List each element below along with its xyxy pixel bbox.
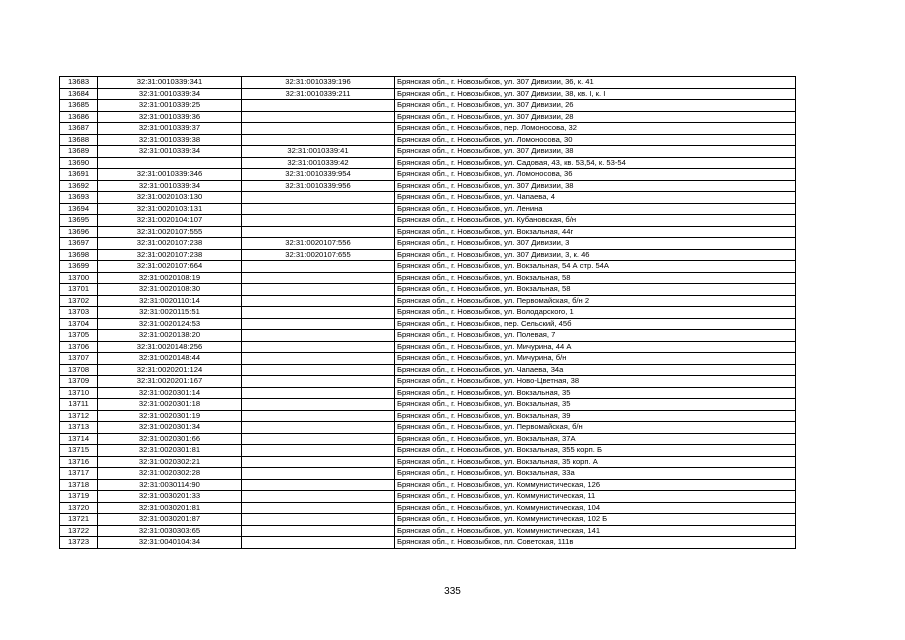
row-number-cell: 13721 <box>60 514 98 526</box>
row-number-cell: 13701 <box>60 284 98 296</box>
address-cell: Брянская обл., г. Новозыбков, ул. Вокзальная, 58 <box>395 284 796 296</box>
cadastral-number-cell: 32:31:0020110:14 <box>98 295 242 307</box>
cadastral-number-cell: 32:31:0030201:81 <box>98 502 242 514</box>
related-cadastral-number-cell <box>242 341 395 353</box>
table-row <box>60 146 796 158</box>
related-cadastral-number-cell <box>242 123 395 135</box>
cadastral-number-cell: 32:31:0030114:90 <box>98 479 242 491</box>
cadastral-number-cell: 32:31:0020148:44 <box>98 353 242 365</box>
address-cell: Брянская обл., г. Новозыбков, ул. Вокзальная, 54 А стр. 54А <box>395 261 796 273</box>
address-cell: Брянская обл., г. Новозыбков, ул. 307 Дивизии, 38 <box>395 180 796 192</box>
cadastral-number-cell: 32:31:0010339:34 <box>98 180 242 192</box>
cadastral-number-cell: 32:31:0020107:238 <box>98 249 242 261</box>
address-cell: Брянская обл., г. Новозыбков, ул. 307 Дивизии, 3 <box>395 238 796 250</box>
table-row <box>60 203 796 215</box>
row-number-cell: 13692 <box>60 180 98 192</box>
row-number-cell: 13684 <box>60 88 98 100</box>
address-cell: Брянская обл., г. Новозыбков, ул. 307 Дивизии, 36, к. 41 <box>395 77 796 89</box>
address-cell: Брянская обл., г. Новозыбков, ул. Первомайская, б/н <box>395 422 796 434</box>
row-number-cell: 13715 <box>60 445 98 457</box>
table-row <box>60 525 796 537</box>
table-row <box>60 238 796 250</box>
related-cadastral-number-cell: 32:31:0010339:954 <box>242 169 395 181</box>
address-cell: Брянская обл., г. Новозыбков, ул. Коммунистическая, 104 <box>395 502 796 514</box>
cadastral-number-cell: 32:31:0020201:124 <box>98 364 242 376</box>
table-row <box>60 353 796 365</box>
related-cadastral-number-cell <box>242 272 395 284</box>
cadastral-number-cell: 32:31:0010339:346 <box>98 169 242 181</box>
table-row <box>60 514 796 526</box>
cadastral-number-cell: 32:31:0040104:34 <box>98 537 242 549</box>
related-cadastral-number-cell <box>242 192 395 204</box>
cadastral-number-cell: 32:31:0010339:38 <box>98 134 242 146</box>
related-cadastral-number-cell <box>242 215 395 227</box>
row-number-cell: 13706 <box>60 341 98 353</box>
related-cadastral-number-cell <box>242 387 395 399</box>
related-cadastral-number-cell: 32:31:0010339:211 <box>242 88 395 100</box>
related-cadastral-number-cell <box>242 422 395 434</box>
cadastral-number-cell: 32:31:0010339:34 <box>98 146 242 158</box>
cadastral-number-cell: 32:31:0020301:34 <box>98 422 242 434</box>
related-cadastral-number-cell <box>242 410 395 422</box>
row-number-cell: 13709 <box>60 376 98 388</box>
cadastral-number-cell: 32:31:0030201:87 <box>98 514 242 526</box>
cadastral-number-cell: 32:31:0020301:19 <box>98 410 242 422</box>
cadastral-number-cell: 32:31:0020124:53 <box>98 318 242 330</box>
cadastral-number-cell: 32:31:0020107:238 <box>98 238 242 250</box>
address-cell: Брянская обл., г. Новозыбков, ул. Ломоносова, 36 <box>395 169 796 181</box>
row-number-cell: 13694 <box>60 203 98 215</box>
cadastral-number-cell: 32:31:0020301:14 <box>98 387 242 399</box>
table-row <box>60 169 796 181</box>
row-number-cell: 13699 <box>60 261 98 273</box>
related-cadastral-number-cell: 32:31:0020107:655 <box>242 249 395 261</box>
registry-table <box>59 76 796 549</box>
row-number-cell: 13703 <box>60 307 98 319</box>
table-row <box>60 157 796 169</box>
related-cadastral-number-cell <box>242 330 395 342</box>
related-cadastral-number-cell <box>242 284 395 296</box>
related-cadastral-number-cell <box>242 537 395 549</box>
cadastral-number-cell: 32:31:0020148:256 <box>98 341 242 353</box>
address-cell: Брянская обл., г. Новозыбков, ул. Вокзальная, 35 <box>395 399 796 411</box>
table-row <box>60 433 796 445</box>
table-row <box>60 422 796 434</box>
cadastral-number-cell: 32:31:0010339:25 <box>98 100 242 112</box>
cadastral-number-cell: 32:31:0020201:167 <box>98 376 242 388</box>
address-cell: Брянская обл., г. Новозыбков, ул. Коммунистическая, 11 <box>395 491 796 503</box>
page-number: 335 <box>444 586 461 597</box>
related-cadastral-number-cell <box>242 479 395 491</box>
row-number-cell: 13722 <box>60 525 98 537</box>
table-row <box>60 284 796 296</box>
address-cell: Брянская обл., г. Новозыбков, пер. Сельский, 45б <box>395 318 796 330</box>
row-number-cell: 13719 <box>60 491 98 503</box>
related-cadastral-number-cell <box>242 433 395 445</box>
table-row <box>60 111 796 123</box>
table-row <box>60 318 796 330</box>
row-number-cell: 13713 <box>60 422 98 434</box>
table-row <box>60 479 796 491</box>
row-number-cell: 13718 <box>60 479 98 491</box>
table-row <box>60 330 796 342</box>
address-cell: Брянская обл., г. Новозыбков, ул. Володарского, 1 <box>395 307 796 319</box>
address-cell: Брянская обл., г. Новозыбков, ул. 307 Дивизии, 26 <box>395 100 796 112</box>
row-number-cell: 13711 <box>60 399 98 411</box>
cadastral-number-cell: 32:31:0020301:81 <box>98 445 242 457</box>
row-number-cell: 13708 <box>60 364 98 376</box>
table-row <box>60 192 796 204</box>
table-row <box>60 341 796 353</box>
cadastral-number-cell: 32:31:0020301:66 <box>98 433 242 445</box>
address-cell: Брянская обл., г. Новозыбков, ул. Кубановская, б/н <box>395 215 796 227</box>
cadastral-number-cell: 32:31:0020138:20 <box>98 330 242 342</box>
cadastral-number-cell: 32:31:0010339:36 <box>98 111 242 123</box>
table-row <box>60 100 796 112</box>
table-row <box>60 272 796 284</box>
row-number-cell: 13688 <box>60 134 98 146</box>
table-row <box>60 502 796 514</box>
related-cadastral-number-cell <box>242 318 395 330</box>
table-row <box>60 295 796 307</box>
address-cell: Брянская обл., г. Новозыбков, ул. Чапаева, 34а <box>395 364 796 376</box>
address-cell: Брянская обл., г. Новозыбков, ул. Вокзальная, 58 <box>395 272 796 284</box>
cadastral-number-cell: 32:31:0020301:18 <box>98 399 242 411</box>
address-cell: Брянская обл., г. Новозыбков, ул. Садовая, 43, кв. 53,54, к. 53-54 <box>395 157 796 169</box>
cadastral-number-cell: 32:31:0020302:21 <box>98 456 242 468</box>
address-cell: Брянская обл., г. Новозыбков, ул. Ленина <box>395 203 796 215</box>
cadastral-number-cell: 32:31:0020108:19 <box>98 272 242 284</box>
address-cell: Брянская обл., г. Новозыбков, ул. Вокзальная, 39 <box>395 410 796 422</box>
related-cadastral-number-cell <box>242 525 395 537</box>
address-cell: Брянская обл., г. Новозыбков, ул. 307 Дивизии, 28 <box>395 111 796 123</box>
address-cell: Брянская обл., г. Новозыбков, ул. Ломоносова, 30 <box>395 134 796 146</box>
related-cadastral-number-cell <box>242 111 395 123</box>
row-number-cell: 13705 <box>60 330 98 342</box>
address-cell: Брянская обл., г. Новозыбков, ул. Вокзальная, 44г <box>395 226 796 238</box>
related-cadastral-number-cell <box>242 514 395 526</box>
related-cadastral-number-cell <box>242 226 395 238</box>
address-cell: Брянская обл., г. Новозыбков, ул. Мичурина, 44 А <box>395 341 796 353</box>
address-cell: Брянская обл., г. Новозыбков, ул. Коммунистическая, 141 <box>395 525 796 537</box>
related-cadastral-number-cell <box>242 353 395 365</box>
cadastral-number-cell: 32:31:0020107:555 <box>98 226 242 238</box>
table-row <box>60 456 796 468</box>
related-cadastral-number-cell <box>242 468 395 480</box>
cadastral-number-cell: 32:31:0020302:28 <box>98 468 242 480</box>
related-cadastral-number-cell: 32:31:0010339:956 <box>242 180 395 192</box>
row-number-cell: 13712 <box>60 410 98 422</box>
row-number-cell: 13714 <box>60 433 98 445</box>
address-cell: Брянская обл., г. Новозыбков, ул. Коммунистическая, 102 Б <box>395 514 796 526</box>
table-row <box>60 468 796 480</box>
table-row <box>60 134 796 146</box>
address-cell: Брянская обл., г. Новозыбков, ул. Ново-Цветная, 38 <box>395 376 796 388</box>
cadastral-number-cell: 32:31:0020103:131 <box>98 203 242 215</box>
row-number-cell: 13723 <box>60 537 98 549</box>
row-number-cell: 13702 <box>60 295 98 307</box>
related-cadastral-number-cell <box>242 261 395 273</box>
table-row <box>60 261 796 273</box>
row-number-cell: 13695 <box>60 215 98 227</box>
cadastral-number-cell: 32:31:0020107:664 <box>98 261 242 273</box>
cadastral-number-cell: 32:31:0030303:65 <box>98 525 242 537</box>
address-cell: Брянская обл., г. Новозыбков, пл. Советская, 111в <box>395 537 796 549</box>
row-number-cell: 13696 <box>60 226 98 238</box>
address-cell: Брянская обл., г. Новозыбков, ул. 307 Дивизии, 3, к. 46 <box>395 249 796 261</box>
row-number-cell: 13693 <box>60 192 98 204</box>
table-row <box>60 249 796 261</box>
related-cadastral-number-cell <box>242 445 395 457</box>
table-row <box>60 123 796 135</box>
related-cadastral-number-cell <box>242 399 395 411</box>
address-cell: Брянская обл., г. Новозыбков, ул. Вокзальная, 33а <box>395 468 796 480</box>
related-cadastral-number-cell <box>242 364 395 376</box>
address-cell: Брянская обл., г. Новозыбков, ул. Коммунистическая, 126 <box>395 479 796 491</box>
row-number-cell: 13698 <box>60 249 98 261</box>
related-cadastral-number-cell <box>242 100 395 112</box>
row-number-cell: 13691 <box>60 169 98 181</box>
cadastral-number-cell: 32:31:0010339:34 <box>98 88 242 100</box>
cadastral-number-cell <box>98 157 242 169</box>
row-number-cell: 13686 <box>60 111 98 123</box>
table-row <box>60 410 796 422</box>
cadastral-number-cell: 32:31:0020103:130 <box>98 192 242 204</box>
address-cell: Брянская обл., г. Новозыбков, ул. Вокзальная, 355 корп. Б <box>395 445 796 457</box>
row-number-cell: 13716 <box>60 456 98 468</box>
table-row <box>60 364 796 376</box>
table-row <box>60 180 796 192</box>
address-cell: Брянская обл., г. Новозыбков, ул. 307 Дивизии, 38 <box>395 146 796 158</box>
row-number-cell: 13689 <box>60 146 98 158</box>
related-cadastral-number-cell: 32:31:0010339:196 <box>242 77 395 89</box>
table-row <box>60 307 796 319</box>
row-number-cell: 13710 <box>60 387 98 399</box>
table-row <box>60 445 796 457</box>
address-cell: Брянская обл., г. Новозыбков, ул. Чапаева, 4 <box>395 192 796 204</box>
table-row <box>60 399 796 411</box>
table-row <box>60 226 796 238</box>
related-cadastral-number-cell <box>242 491 395 503</box>
related-cadastral-number-cell <box>242 295 395 307</box>
row-number-cell: 13697 <box>60 238 98 250</box>
address-cell: Брянская обл., г. Новозыбков, ул. Вокзальная, 35 <box>395 387 796 399</box>
related-cadastral-number-cell <box>242 456 395 468</box>
table-row <box>60 77 796 89</box>
row-number-cell: 13685 <box>60 100 98 112</box>
address-cell: Брянская обл., г. Новозыбков, пер. Ломоносова, 32 <box>395 123 796 135</box>
related-cadastral-number-cell: 32:31:0010339:41 <box>242 146 395 158</box>
address-cell: Брянская обл., г. Новозыбков, ул. Полевая, 7 <box>395 330 796 342</box>
row-number-cell: 13700 <box>60 272 98 284</box>
address-cell: Брянская обл., г. Новозыбков, ул. Мичурина, б/н <box>395 353 796 365</box>
row-number-cell: 13717 <box>60 468 98 480</box>
registry-table-body <box>60 77 796 549</box>
row-number-cell: 13687 <box>60 123 98 135</box>
table-row <box>60 387 796 399</box>
cadastral-number-cell: 32:31:0020108:30 <box>98 284 242 296</box>
row-number-cell: 13720 <box>60 502 98 514</box>
cadastral-number-cell: 32:31:0020104:107 <box>98 215 242 227</box>
related-cadastral-number-cell: 32:31:0020107:556 <box>242 238 395 250</box>
related-cadastral-number-cell <box>242 307 395 319</box>
cadastral-number-cell: 32:31:0010339:341 <box>98 77 242 89</box>
table-row <box>60 537 796 549</box>
address-cell: Брянская обл., г. Новозыбков, ул. Вокзальная, 35 корп. А <box>395 456 796 468</box>
related-cadastral-number-cell <box>242 134 395 146</box>
row-number-cell: 13707 <box>60 353 98 365</box>
address-cell: Брянская обл., г. Новозыбков, ул. Первомайская, б/н 2 <box>395 295 796 307</box>
table-row <box>60 88 796 100</box>
related-cadastral-number-cell <box>242 203 395 215</box>
cadastral-number-cell: 32:31:0010339:37 <box>98 123 242 135</box>
related-cadastral-number-cell: 32:31:0010339:42 <box>242 157 395 169</box>
related-cadastral-number-cell <box>242 502 395 514</box>
row-number-cell: 13683 <box>60 77 98 89</box>
table-row <box>60 376 796 388</box>
address-cell: Брянская обл., г. Новозыбков, ул. Вокзальная, 37А <box>395 433 796 445</box>
table-row <box>60 215 796 227</box>
address-cell: Брянская обл., г. Новозыбков, ул. 307 Дивизии, 38, кв. I, к. I <box>395 88 796 100</box>
row-number-cell: 13690 <box>60 157 98 169</box>
related-cadastral-number-cell <box>242 376 395 388</box>
cadastral-number-cell: 32:31:0030201:33 <box>98 491 242 503</box>
cadastral-number-cell: 32:31:0020115:51 <box>98 307 242 319</box>
row-number-cell: 13704 <box>60 318 98 330</box>
table-row <box>60 491 796 503</box>
